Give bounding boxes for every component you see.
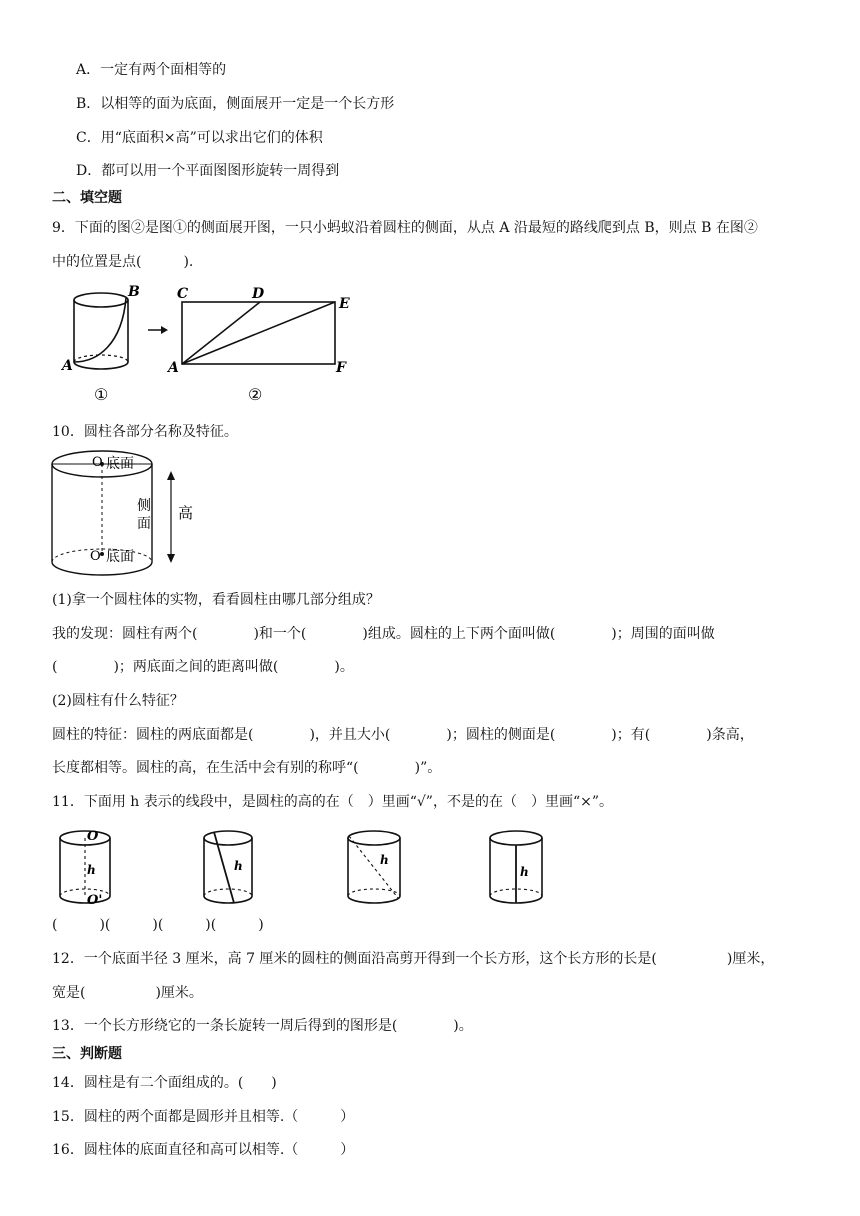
q11-label-o-prime: O': [87, 893, 103, 908]
q10-label-side-2: 面: [137, 516, 151, 532]
q9-line-ae: [182, 302, 335, 364]
q12-text-line2: 宽是( )厘米。: [52, 985, 203, 1001]
q14-text: 14．圆柱是有二个面组成的。( ): [52, 1075, 277, 1091]
option-a: A．一定有两个面相等的: [76, 62, 227, 78]
q9-text-line2: 中的位置是点( ).: [52, 254, 194, 270]
q9-text-line1: 9．下面的图②是图①的侧面展开图，一只小蚂蚁沿着圆柱的侧面，从点 A 沿最短的路线爬到点 B，则点 B 在图②: [52, 220, 758, 236]
q9-label-f: F: [336, 360, 346, 376]
q10-p1a: 我的发现：圆柱有两个( )和一个( )组成。圆柱的上下两个面叫做( )；周围的面叫做: [52, 626, 715, 642]
q10-p1b: ( )；两底面之间的距离叫做( )。: [52, 659, 354, 675]
q16-text: 16．圆柱体的底面直径和高可以相等.（ ）: [52, 1142, 355, 1158]
q10-p2b: 长度都相等。圆柱的高，在生活中会有别的称呼“( )”。: [52, 760, 442, 776]
q9-label-a2: A: [168, 360, 179, 376]
height-arrow-icon: [167, 471, 175, 563]
q11-cylinder-1: [60, 831, 110, 903]
arrow-icon: [148, 326, 168, 334]
q9-caption-1: ①: [94, 385, 109, 404]
option-d: D．都可以用一个平面图图形旋转一周得到: [76, 163, 340, 179]
q12-text-line1: 12．一个底面半径 3 厘米，高 7 厘米的圆柱的侧面沿高剪开得到一个长方形，这个长方形的长是( )厘米，: [52, 951, 775, 967]
q10-label-height: 高: [178, 504, 194, 522]
option-c: C．用“底面积×高”可以求出它们的体积: [76, 130, 323, 146]
q11-cylinder-3: [348, 831, 400, 903]
q11-cylinders-figure: [52, 826, 552, 912]
q10-cylinder-parts-figure: [50, 444, 210, 588]
q11-label-h-1: h: [87, 863, 96, 877]
q9-label-a1: A: [62, 358, 73, 374]
q11-label-h-3: h: [380, 853, 389, 867]
q9-label-c: C: [177, 286, 189, 302]
q10-label-side-1: 侧: [137, 498, 151, 514]
q11-text: 11．下面用 h 表示的线段中，是圆柱的高的在（ ）里画“√”，不是的在（ ）里画“×”。: [52, 794, 614, 810]
option-b: B．以相等的面为底面，侧面展开一定是一个长方形: [76, 96, 395, 112]
q15-text: 15．圆柱的两个面都是圆形并且相等.（ ）: [52, 1109, 355, 1125]
q11-answer-brackets: ( )( )( )( ): [52, 917, 264, 933]
q10-p1: (1)拿一个圆柱体的实物，看看圆柱由哪几部分组成？: [52, 592, 380, 608]
q9-caption-2: ②: [248, 385, 263, 404]
q10-label-o-top: O: [92, 455, 103, 470]
q13-text: 13．一个长方形绕它的一条长旋转一周后得到的图形是( )。: [52, 1018, 473, 1034]
q11-label-o: O: [87, 829, 99, 844]
q9-cylinder-net-figure: [58, 284, 368, 408]
q9-label-e: E: [339, 296, 350, 312]
q10-p2a: 圆柱的特征：圆柱的两底面都是( )，并且大小( )；圆柱的侧面是( )；有( )条高，: [52, 727, 754, 743]
q10-label-bottom-base: 底面: [106, 549, 134, 565]
q11-label-h-4: h: [520, 865, 529, 879]
q10-label-top-base: 底面: [106, 456, 134, 472]
q9-label-b: B: [128, 284, 140, 300]
q11-cylinder-4: [490, 831, 542, 903]
q9-cylinder: [74, 293, 128, 369]
q10-title: 10．圆柱各部分名称及特征。: [52, 424, 238, 440]
q10-label-o-bottom: O: [90, 549, 101, 564]
q11-label-h-2: h: [234, 859, 243, 873]
q11-cylinder-2: [204, 831, 252, 903]
q10-p2: (2)圆柱有什么特征？: [52, 693, 184, 709]
q9-line-ad: [182, 302, 260, 364]
section-fill-in-heading: 二、填空题: [52, 190, 122, 206]
q9-label-d: D: [252, 286, 265, 302]
section-judgement-heading: 三、判断题: [52, 1046, 122, 1062]
